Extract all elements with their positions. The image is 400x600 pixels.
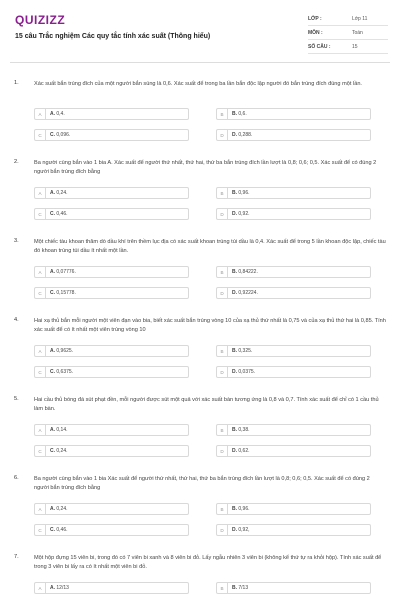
option-a[interactable]	[34, 187, 189, 199]
option-c[interactable]	[34, 208, 189, 220]
option-value: 0,96.	[238, 506, 250, 512]
option-value: 0,15778.	[56, 290, 76, 296]
option-letter: C	[35, 287, 46, 299]
option-c[interactable]	[34, 129, 189, 141]
option-label: A.	[50, 427, 55, 433]
option-b[interactable]	[216, 187, 371, 199]
meta-value: Toán	[352, 29, 363, 36]
option-label: C.	[50, 527, 55, 533]
worksheet-header	[0, 0, 400, 62]
option-d[interactable]	[216, 287, 371, 299]
option-value: 0,46.	[56, 527, 68, 533]
option-value: 0,92224.	[238, 290, 258, 296]
option-label: A.	[50, 348, 55, 354]
option-label: A.	[50, 190, 55, 196]
option-value: 0,24.	[56, 448, 68, 454]
meta-value: 15	[352, 43, 358, 50]
question-text: Hai cầu thủ bóng đá sút phạt đền, mỗi người được sút một quả với xác suất bàn tương ứng là 0,8 và 0,7. Tính xác suất để chỉ có 1 cầu thủ làm bàn.	[34, 397, 379, 412]
option-b[interactable]	[216, 424, 371, 436]
option-letter: C	[35, 208, 46, 220]
option-value: 0,24.	[56, 190, 68, 196]
option-value: 0,6.	[238, 111, 247, 117]
option-a[interactable]	[34, 266, 189, 278]
meta-table	[308, 12, 388, 54]
option-label: A.	[50, 585, 55, 591]
option-value: 0,4.	[56, 111, 65, 117]
option-d[interactable]	[216, 445, 371, 457]
meta-value: Lớp 11	[352, 15, 368, 22]
option-label: D.	[232, 132, 237, 138]
option-label: C.	[50, 448, 55, 454]
option-label: D.	[232, 527, 237, 533]
quizizz-logo: QUIZIZZ	[15, 13, 66, 27]
option-value: 12/13	[56, 585, 69, 591]
question-number: 5.	[14, 396, 19, 402]
question-text: Ba người cùng bắn vào 1 bia A. Xác suất để người thứ nhất, thứ hai, thứ ba bắn trúng đích lần lượt là 0,8; 0,6; 0,5. Xác suất để có đúng 2 người bắn trúng đích bằng	[34, 160, 377, 175]
option-value: 0,6375.	[56, 369, 74, 375]
question-number: 6.	[14, 475, 19, 481]
option-b[interactable]	[216, 345, 371, 357]
option-letter: B	[217, 266, 228, 278]
option-label: B.	[232, 506, 237, 512]
option-letter: B	[217, 345, 228, 357]
option-value: 0,325.	[238, 348, 253, 354]
option-value: 0,9625.	[56, 348, 74, 354]
option-label: D.	[232, 290, 237, 296]
option-letter: B	[217, 582, 228, 594]
question-text: Một hộp đựng 15 viên bi, trong đó có 7 viên bi xanh và 8 viên bi đỏ. Lấy ngẫu nhiên 3 viên bi (không kể thứ tự ra khỏi hộp). Tính xác suất để trong 3 viên bi lấy ra có ít nhất một viên bi đỏ.	[34, 555, 382, 570]
option-label: A.	[50, 269, 55, 275]
option-b[interactable]	[216, 582, 371, 594]
meta-key: LỚP :	[308, 15, 322, 22]
question-text: Một chiếc tàu khoan thăm dò dầu khí trên thềm lục địa có xác suất khoan trúng túi dầu là 0,4. Xác suất để trong 5 lần khoan độc lập, chiếc tàu đó khoan trúng túi dầu ít nhất một lần.	[34, 239, 386, 254]
option-label: B.	[232, 269, 237, 275]
option-label: B.	[232, 348, 237, 354]
option-label: D.	[232, 369, 237, 375]
header-divider	[10, 62, 390, 63]
option-a[interactable]	[34, 424, 189, 436]
option-label: B.	[232, 111, 237, 117]
option-letter: A	[35, 424, 46, 436]
option-a[interactable]	[34, 503, 189, 515]
option-d[interactable]	[216, 366, 371, 378]
option-letter: B	[217, 424, 228, 436]
meta-key: MÔN :	[308, 29, 323, 36]
option-c[interactable]	[34, 445, 189, 457]
option-letter: C	[35, 366, 46, 378]
option-letter: D	[217, 208, 228, 220]
option-letter: A	[35, 187, 46, 199]
option-c[interactable]	[34, 366, 189, 378]
option-letter: D	[217, 129, 228, 141]
question-number: 2.	[14, 159, 19, 165]
question-number: 4.	[14, 317, 19, 323]
option-d[interactable]	[216, 524, 371, 536]
meta-row-count	[308, 40, 388, 54]
option-label: C.	[50, 369, 55, 375]
question-number: 1.	[14, 80, 19, 86]
option-label: C.	[50, 211, 55, 217]
question-number: 7.	[14, 554, 19, 560]
option-label: A.	[50, 506, 55, 512]
option-label: D.	[232, 211, 237, 217]
option-value: 0,92,	[238, 527, 250, 533]
option-label: A.	[50, 111, 55, 117]
option-letter: A	[35, 108, 46, 120]
option-letter: D	[217, 366, 228, 378]
option-value: 7/13	[238, 585, 249, 591]
option-letter: D	[217, 445, 228, 457]
option-value: 0,096.	[56, 132, 71, 138]
option-d[interactable]	[216, 129, 371, 141]
option-letter: B	[217, 187, 228, 199]
option-value: 0,92.	[238, 211, 250, 217]
meta-row-subject	[308, 26, 388, 40]
option-c[interactable]	[34, 287, 189, 299]
question-text: Ba người cùng bắn vào 1 bia Xác suất để người thứ nhất, thứ hai, thứ ba bắn trúng đích lần lượt là 0,8; 0,6; 0,5. Xác suất để có đúng 2 người bắn trúng đích bằng	[34, 476, 370, 491]
option-value: 0,288.	[238, 132, 253, 138]
option-letter: C	[35, 524, 46, 536]
option-b[interactable]	[216, 266, 371, 278]
meta-row-class	[308, 12, 388, 26]
option-label: D.	[232, 448, 237, 454]
option-letter: D	[217, 524, 228, 536]
option-letter: A	[35, 345, 46, 357]
option-label: B.	[232, 427, 237, 433]
option-letter: C	[35, 129, 46, 141]
question-text: Xác suất bắn trúng đích của một người bắn súng là 0,6. Xác suất để trong ba lần bắn độc lập người đó bắn trúng đích đúng một lần.	[34, 81, 362, 87]
option-value: 0,84222.	[238, 269, 258, 275]
option-a[interactable]	[34, 345, 189, 357]
option-a[interactable]	[34, 582, 189, 594]
option-label: B.	[232, 585, 237, 591]
option-letter: D	[217, 287, 228, 299]
option-label: C.	[50, 132, 55, 138]
option-value: 0,38.	[238, 427, 250, 433]
option-letter: A	[35, 266, 46, 278]
page-title: 15 câu Trắc nghiệm Các quy tắc tính xác suất (Thông hiểu)	[15, 33, 211, 40]
option-letter: B	[217, 503, 228, 515]
option-b[interactable]	[216, 503, 371, 515]
option-label: C.	[50, 290, 55, 296]
option-letter: C	[35, 445, 46, 457]
option-value: 0,07776.	[56, 269, 76, 275]
question-number: 3.	[14, 238, 19, 244]
option-value: 0,62.	[238, 448, 250, 454]
meta-key: SỐ CÂU :	[308, 43, 331, 50]
option-letter: A	[35, 503, 46, 515]
option-value: 0,14.	[56, 427, 68, 433]
option-a[interactable]	[34, 108, 189, 120]
option-value: 0,96.	[238, 190, 250, 196]
option-letter: A	[35, 582, 46, 594]
option-letter: B	[217, 108, 228, 120]
option-c[interactable]	[34, 524, 189, 536]
option-d[interactable]	[216, 208, 371, 220]
question-text: Hai xạ thủ bắn mỗi người một viên đạn vào bia, biết xác suất bắn trúng vòng 10 của xạ thủ thứ nhất là 0,75 và của xạ thủ thứ hai là 0,85. Tính xác suất để có ít nhất một viên trúng vòng 10	[34, 318, 386, 333]
option-value: 0,46.	[56, 211, 68, 217]
option-value: 0,0375.	[238, 369, 256, 375]
option-label: B.	[232, 190, 237, 196]
option-value: 0,24.	[56, 506, 68, 512]
option-b[interactable]	[216, 108, 371, 120]
